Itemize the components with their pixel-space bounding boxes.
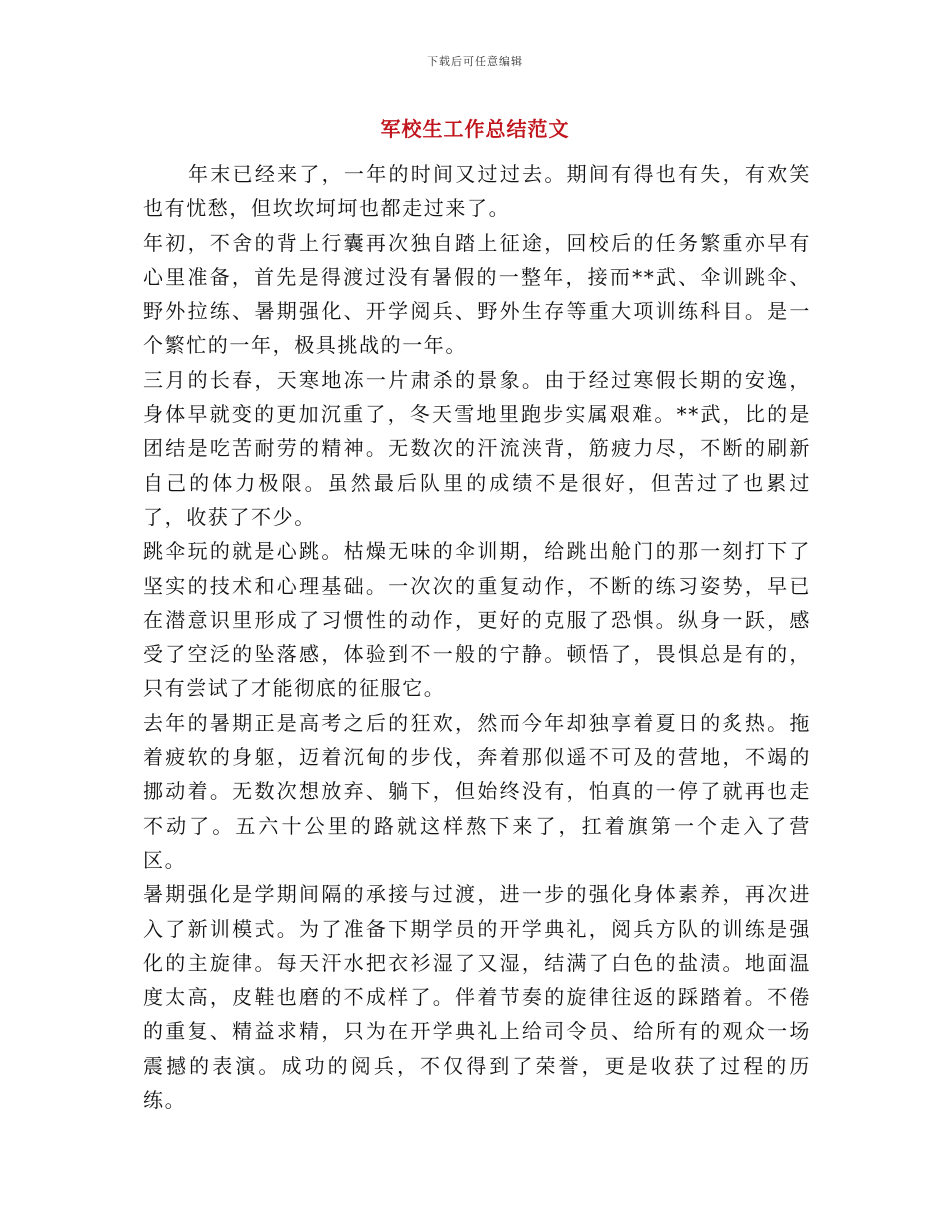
paragraph-3: 三月的长春，天寒地冻一片肃杀的景象。由于经过寒假长期的安逸，身体早就变的更加沉重了，冬天雪地里跑步实属艰难。**武，比的是团结是吃苦耐劳的精神。无数次的汗流浃背，筋疲力尽，不断的刷新自己的体力极限。虽然最后队里的成绩不是很好，但苦过了也累过了，收获了不少。 bbox=[143, 367, 811, 529]
document-title: 军校生工作总结范文 bbox=[380, 117, 570, 141]
header-note: 下载后可任意编辑 bbox=[427, 55, 523, 68]
paragraph-2: 年初，不舍的背上行囊再次独自踏上征途，回校后的任务繁重亦早有心里准备，首先是得渡过没有暑假的一整年，接而**武、伞训跳伞、野外拉练、暑期强化、开学阅兵、野外生存等重大项训练科目。是一个繁忙的一年，极具挑战的一年。 bbox=[143, 230, 811, 358]
paragraph-1: 年末已经来了，一年的时间又过过去。期间有得也有失，有欢笑也有忧愁，但坎坎坷坷也都走过来了。 bbox=[143, 162, 811, 221]
paragraph-6: 暑期强化是学期间隔的承接与过渡，进一步的强化身体素养，再次进入了新训模式。为了准备下期学员的开学典礼，阅兵方队的训练是强化的主旋律。每天汗水把衣衫湿了又湿，结满了白色的盐渍。地面温度太高，皮鞋也磨的不成样了。伴着节奏的旋律往返的踩踏着。不倦的重复、精益求精，只为在开学典礼上给司令员、给所有的观众一场震撼的表演。成功的阅兵，不仅得到了荣誉，更是收获了过程的历练。 bbox=[143, 882, 811, 1113]
paragraph-5: 去年的暑期正是高考之后的狂欢，然而今年却独享着夏日的炙热。拖着疲软的身躯，迈着沉甸的步伐，奔着那似遥不可及的营地，不竭的挪动着。无数次想放弃、躺下，但始终没有，怕真的一停了就再也走不动了。五六十公里的路就这样熬下来了，扛着旗第一个走入了营区。 bbox=[143, 710, 811, 872]
paragraph-4: 跳伞玩的就是心跳。枯燥无味的伞训期，给跳出舱门的那一刻打下了坚实的技术和心理基础。一次次的重复动作，不断的练习姿势，早已在潜意识里形成了习惯性的动作，更好的克服了恐惧。纵身一跃，感受了空泛的坠落感，体验到不一般的宁静。顿悟了，畏惧总是有的，只有尝试了才能彻底的征服它。 bbox=[143, 539, 811, 701]
document-body bbox=[143, 157, 811, 1117]
